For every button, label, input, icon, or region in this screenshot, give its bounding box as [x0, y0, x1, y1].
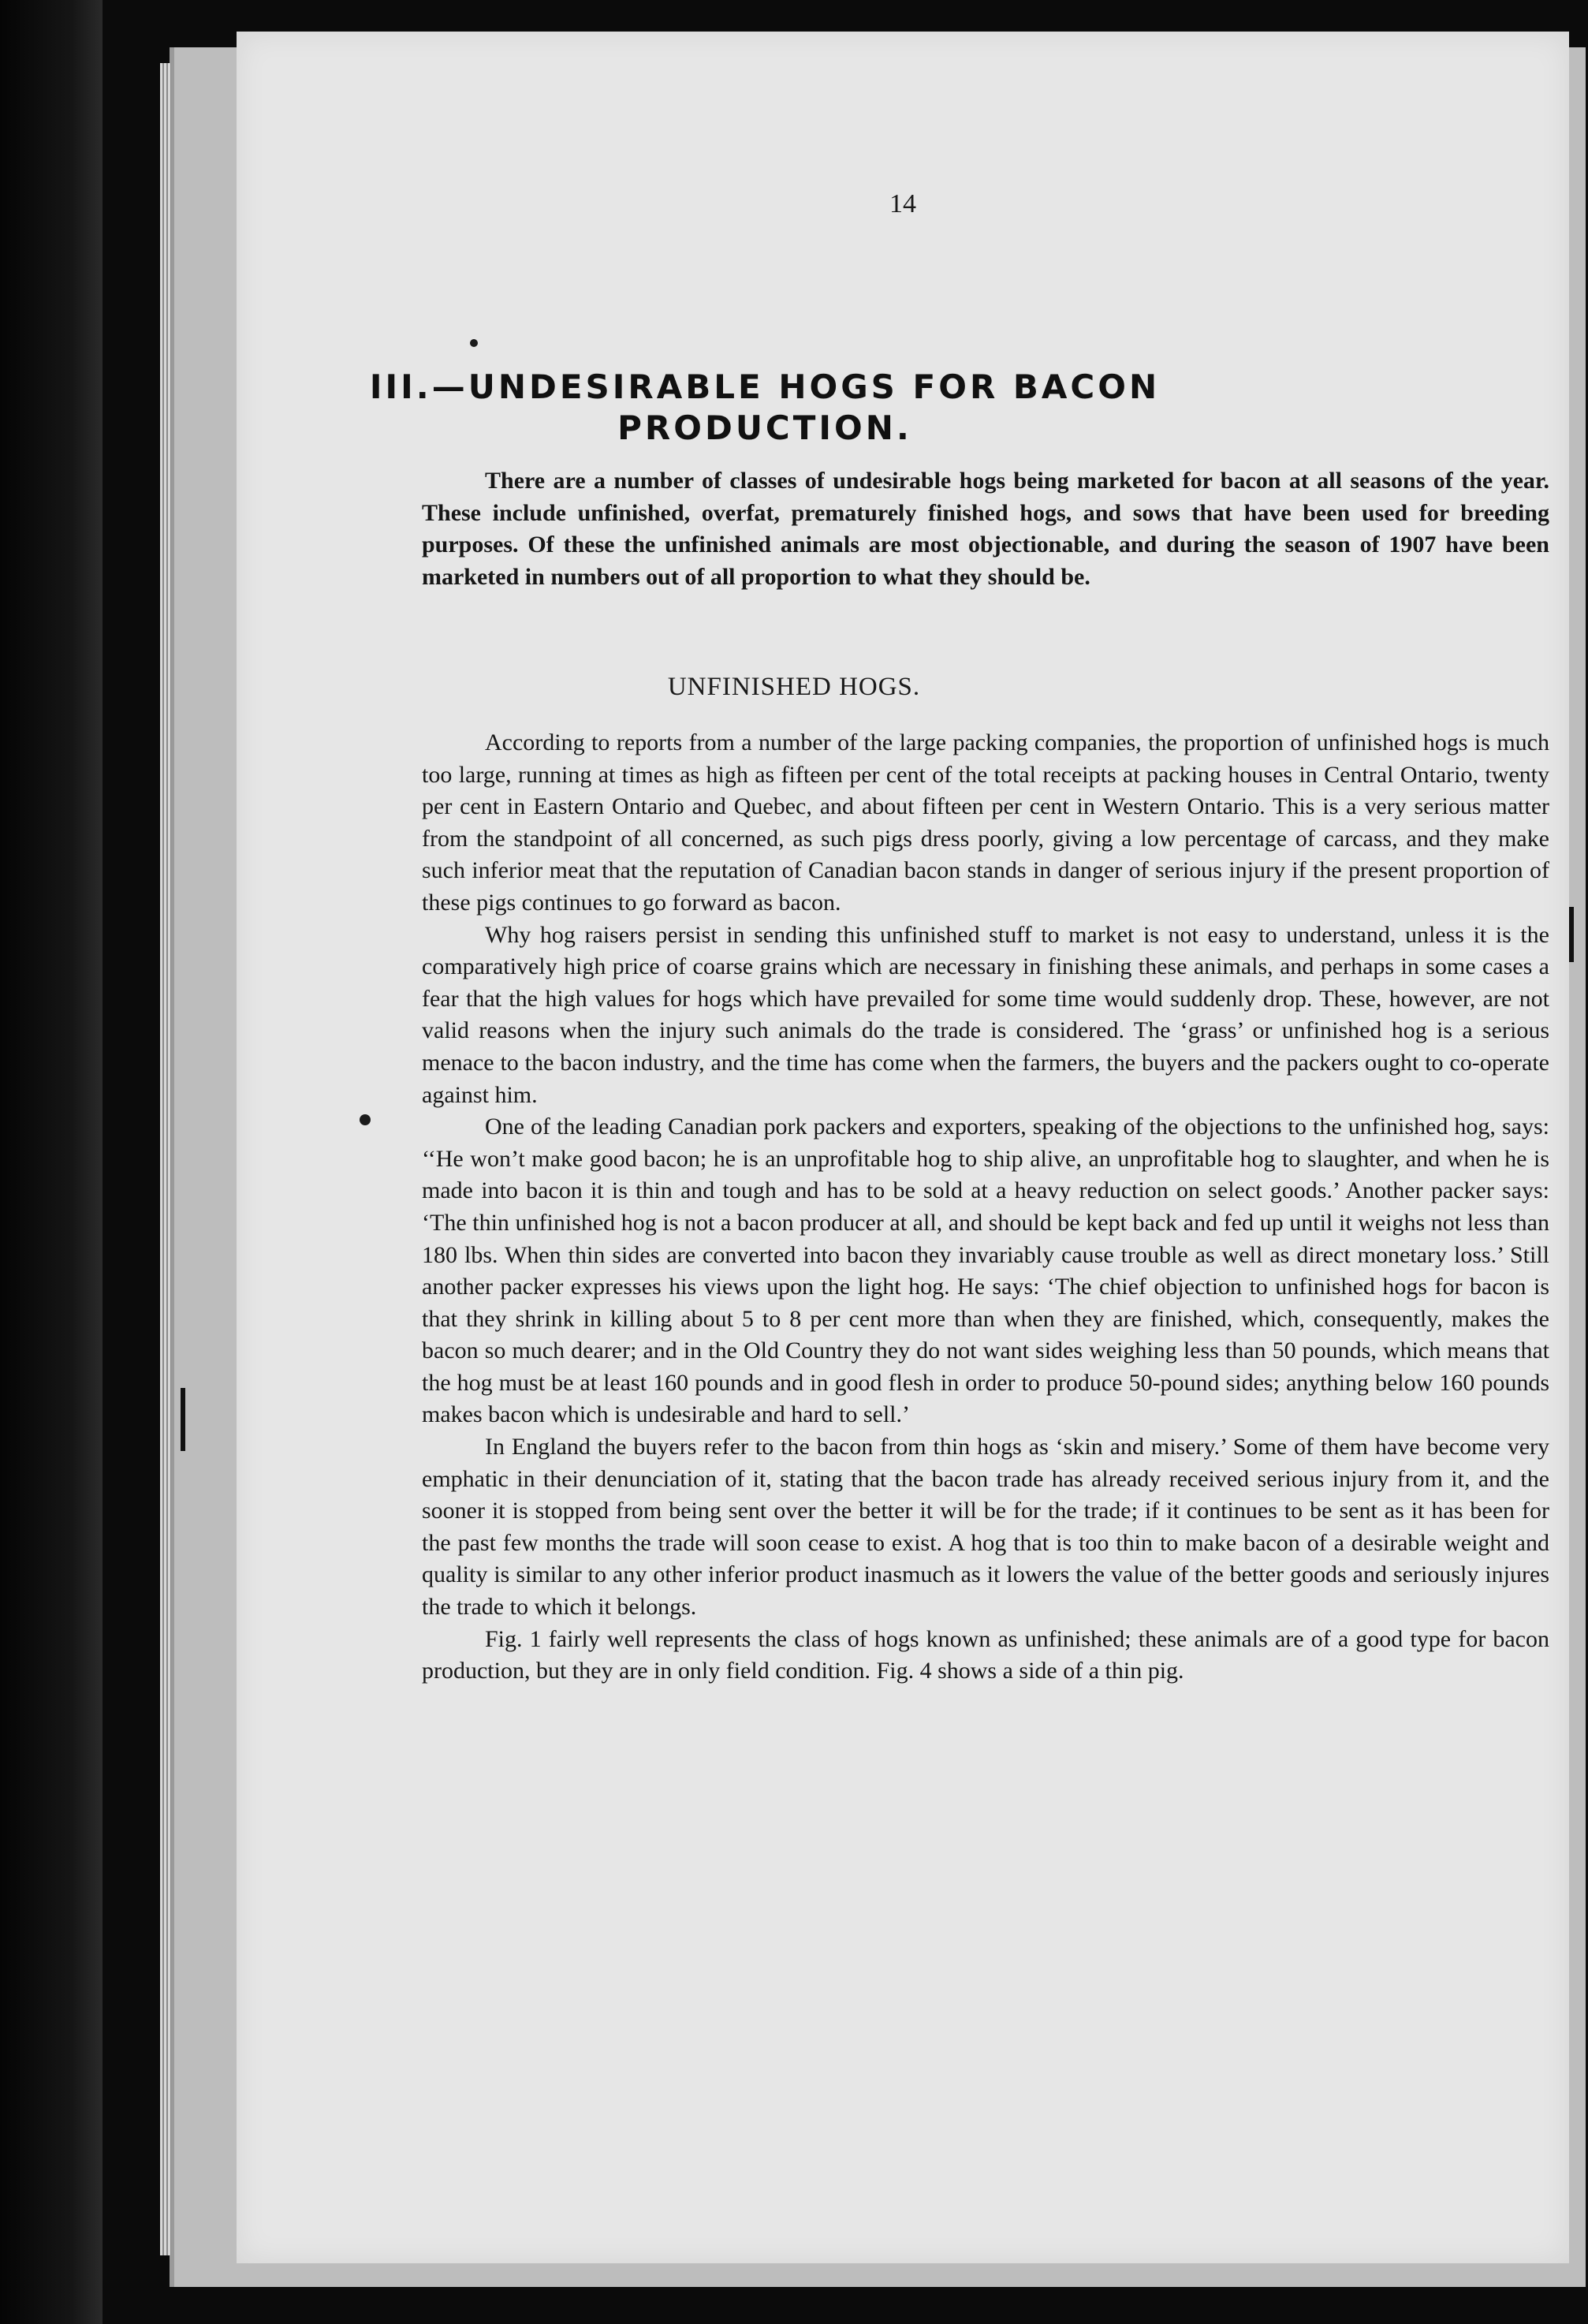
margin-mark	[181, 1388, 185, 1451]
intro-paragraph	[422, 465, 1549, 593]
section-subheading: UNFINISHED HOGS.	[667, 673, 921, 701]
chapter-heading	[221, 367, 1309, 449]
chapter-heading-line-2: PRODUCTION.	[617, 408, 912, 447]
body-paragraph: According to reports from a number of the large packing companies, the proportion of unfinished hogs is much too large, running at times as high as fifteen per cent of the total receipts at packing houses in Central Ontario, twenty per cent in Eastern Ontario and Quebec, and about fifteen per cent in Western Ontario. This is a very serious matter from the standpoint of all concerned, as such pigs dress poorly, giving a low percentage of carcass, and they make such inferior meat that the reputation of Canadian bacon stands in danger of serious injury if the present proportion of these pigs continues to go forward as bacon.	[422, 729, 1549, 916]
body-paragraph: In England the buyers refer to the bacon from thin hogs as ‘skin and misery.’ Some of them have become very emphatic in their denunciation of it, stating that the bacon trade has already received serious injury from it, and the sooner it is stopped from being sent over the better it will be for the trade; if it continues to be sent as it has been for the past few months the trade will soon cease to exist. A hog that is too thin to make bacon of a desirable weight and quality is similar to any other inferior product inasmuch as it lowers the value of the better goods and seriously injures the trade to which it belongs.	[422, 1434, 1549, 1621]
body-paragraph: Why hog raisers persist in sending this unfinished stuff to market is not easy to understand, unless it is the comparatively high price of coarse grains which are necessary in finishing these animals, and perhaps in some cases a fear that the high values for hogs which have prevailed for some time would suddenly drop. These, however, are not valid reasons when the injury such animals do the trade is considered. The ‘grass’ or unfinished hog is a serious menace to the bacon industry, and the time has come when the farmers, the buyers and the packers ought to co-operate against him.	[422, 921, 1549, 1108]
body-paragraph: Fig. 1 fairly well represents the class of hogs known as unfinished; these animals are of a good type for bacon production, but they are in only field condition. Fig. 4 shows a side of a thin pig.	[422, 1625, 1549, 1684]
scan-dark-edge-left	[0, 0, 103, 2324]
margin-mark	[1569, 907, 1574, 962]
page-number: 14	[889, 189, 916, 218]
ink-speck-dot	[470, 339, 478, 347]
body-paragraph: One of the leading Canadian pork packers and exporters, speaking of the objections to the unfinished hog, says: ‘‘He won’t make good bacon; he is an unprofitable hog to ship alive, an unprofitable hog to slaughter, and when he is made into bacon it is thin and tough and has to be sold at a heavy reduction on select goods.’ Another packer says: ‘The thin unfinished hog is not a bacon producer at all, and should be kept back and fed up until it weighs not less than 180 lbs. When thin sides are converted into bacon they invariably cause trouble as well as direct monetary loss.’ Still another packer expresses his views upon the light hog. He says: ‘The chief objection to unfinished hogs for bacon is that they shrink in killing about 5 to 8 per cent more than when they are finished, which, consequently, makes the bacon so much dearer; and in the Old Country they do not want sides weighing less than 50 pounds, which means that the hog must be at least 160 pounds and in good flesh in order to produce 50-pound sides; anything below 160 pounds makes bacon which is undesirable and hard to sell.’	[422, 1114, 1549, 1428]
section-body	[422, 727, 1549, 1688]
chapter-heading-line-1: III.—UNDESIRABLE HOGS FOR BACON	[369, 367, 1161, 406]
ink-speck-dot	[360, 1114, 371, 1125]
intro-text: There are a number of classes of undesirable hogs being marketed for bacon at all seasons of the year. These include unfinished, overfat, prematurely finished hogs, and sows that have been used for breeding purposes. Of these the unfinished animals are most objectionable, and during the season of 1907 have been marketed in numbers out of all proportion to what they should be.	[422, 468, 1549, 590]
